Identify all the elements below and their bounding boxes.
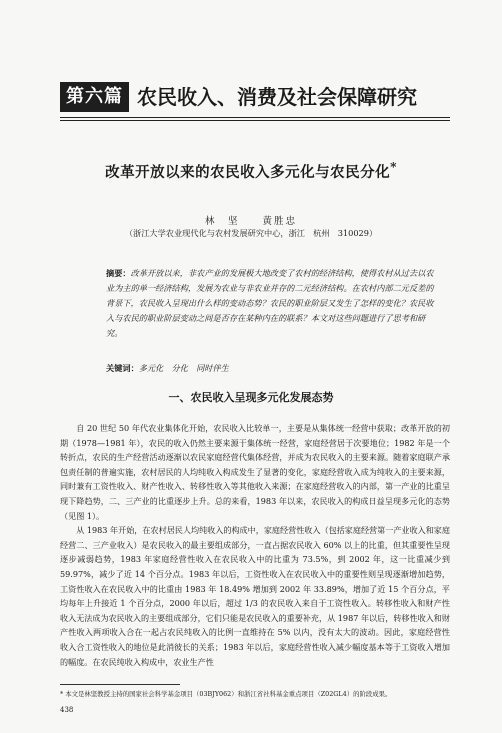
abstract xyxy=(106,266,436,341)
part-banner xyxy=(60,82,417,112)
article-title-text: 改革开放以来的农民收入多元化与农民分化 xyxy=(105,163,391,181)
body-paragraph: 从 1983 年开始，在农村居民人均纯收入的构成中，家庭经营性收入（包括家庭经营第一产业收入和家庭经营二、三产业收入）是农民收入的最主要组成部分，一直占据农民收入 60% 以上的比重，但其重要性呈现逐步减弱趋势，1983 年家庭经营性收入在农民收入中的比重为 73.5%，到 2002 年，这一比重减少到 59.97%，减少了近 14 个百分点。1983 年以后，工资性收入在农民收入中的重要性则呈现逐渐增加趋势，工资性收入在农民收入中的比重由 1983 年 18.49% 增加到 2002 年 33.89%，增加了近 15 个百分点，平均每年上升接近 1 个百分点，2000 年以后，超过 1/3 的农民收入来自于工资性收入。转移性收入和财产性收入无法成为农民收入的主要组成部分，它们只能是农民收入的重要补充，从 1987 年以后，转移性收入和财产性收入两项收入合在一起占农民纯收入的比例一直维持在 5% 以内，没有太大的波动。因此，家庭经营性收入合工资性收入的地位是此消彼长的关系；1983 年以后，家庭经营性收入减少幅度基本等于工资收入增加的幅度。在农民纯收入构成中，农业生产性 xyxy=(60,525,450,667)
keywords xyxy=(106,363,436,374)
header-rule xyxy=(60,117,450,118)
affiliation: （浙江大学农业现代化与农村发展研究中心，浙江 杭州 310029） xyxy=(124,228,378,238)
header-rule-thin xyxy=(60,120,450,121)
part-title: 农民收入、消费及社会保障研究 xyxy=(137,85,417,109)
abstract-label: 摘要： xyxy=(106,268,131,278)
keywords-label: 关键词： xyxy=(106,363,139,373)
title-footnote-mark: * xyxy=(390,160,397,174)
footnote: * 本文是林坚教授主持的国家社会科学基金项目（03BJY062）和浙江省社科基金重点项目（Z02GL4）的阶段成果。 xyxy=(60,690,392,698)
body-paragraph: 自 20 世纪 50 年代农业集体化开始，农民收入比较单一，主要是从集体统一经营中获取；改革开放的初期（1978—1981 年），农民的收入仍然主要来源于集体统一经营，家庭经营居于次要地位；1982 年是一个转折点，农民的生产经营活动逐渐以农民家庭经营代集体经营，并成为农民收入的主要来源。随着家庭联产承包责任制的普遍实施，农村居民的人均纯收入构成发生了显著的变化，家庭经营收入成为纯收入的主要来源，同时兼有工资性收入、财产性收入、转移性收入等其他收入来源；在家庭经营收入的内部，第一产业的比重呈现下降趋势，二、三产业的比重逐步上升。总的来看，1983 年以来，农民收入的构成日益呈现多元化的态势（见图 1）。 xyxy=(60,423,450,521)
body-text xyxy=(60,421,450,669)
page-number: 438 xyxy=(60,706,74,714)
abstract-text: 改革开放以来，非农产业的发展极大地改变了农村的经济结构，使得农村从过去以农业为主的单一经济结构，发展为农业与非农业并存的二元经济结构。在农村内部二元反差的背景下，农民收入呈现出什么样的变动态势？农民的职业阶层又发生了怎样的变化？农民收入与农民的职业阶层变动之间是否存在某种内在的联系？本文对这些问题进行了思考和研究。 xyxy=(106,268,434,338)
article-title xyxy=(0,160,502,182)
footnote-rule xyxy=(60,684,180,685)
section-heading: 一、农民收入呈现多元化发展态势 xyxy=(168,391,334,404)
part-label: 第六篇 xyxy=(60,82,129,112)
keywords-text: 多元化 分化 同时伴生 xyxy=(138,363,229,373)
authors: 林 坚 黄胜忠 xyxy=(204,216,297,227)
